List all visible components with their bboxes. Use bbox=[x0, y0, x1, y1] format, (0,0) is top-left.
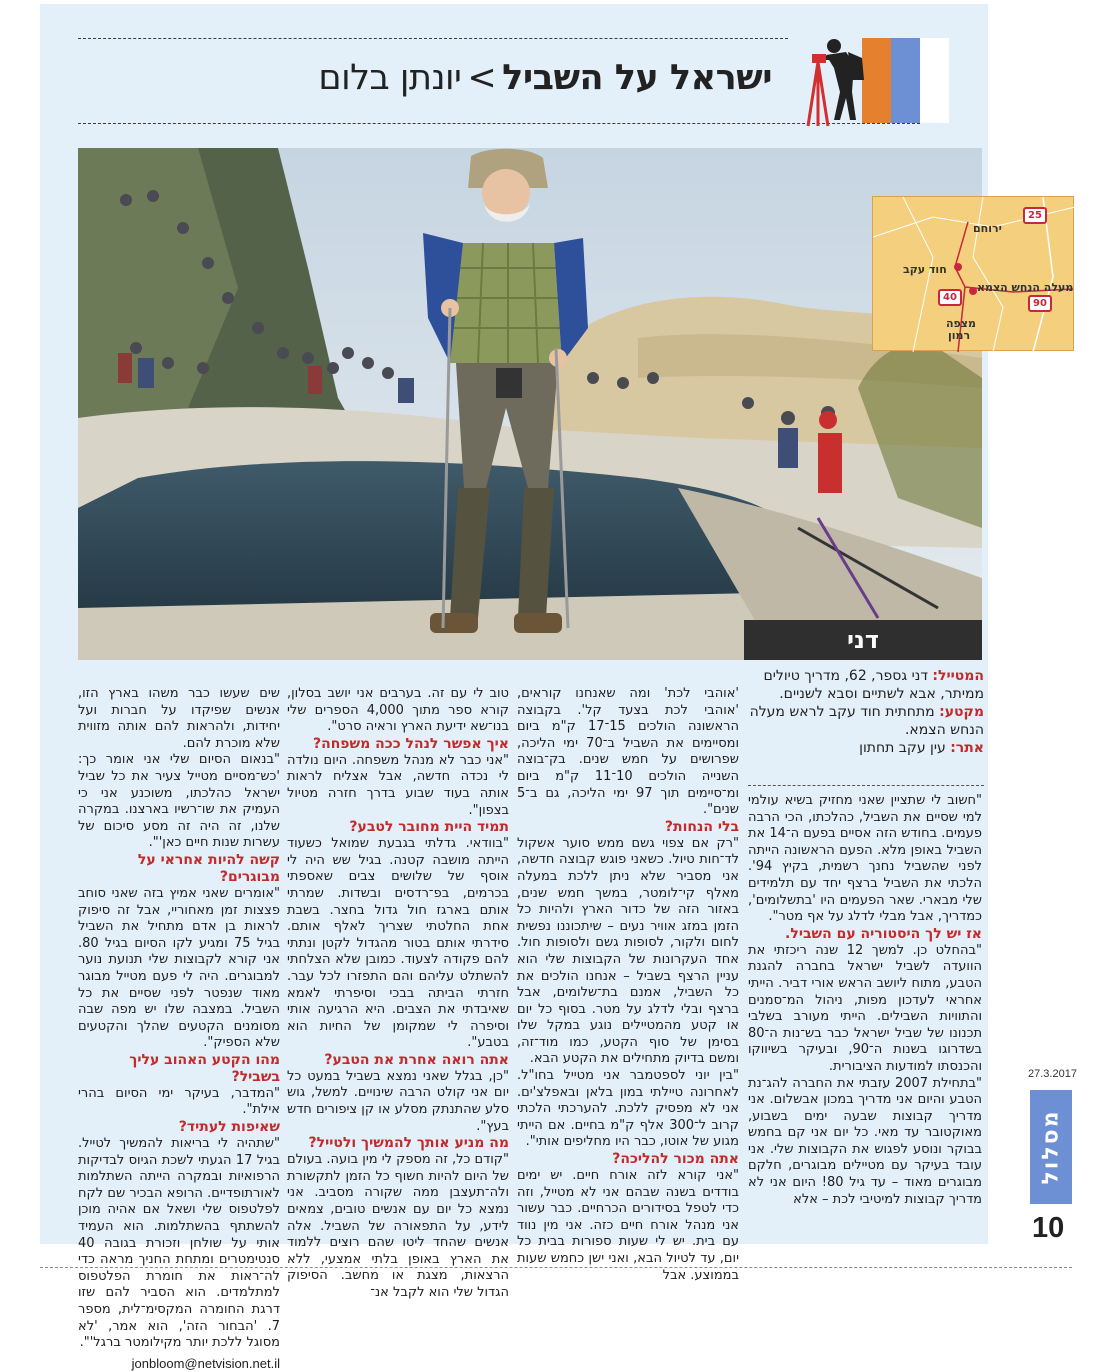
section-name: מסלול bbox=[1038, 1109, 1064, 1185]
paragraph: טוב לי עם זה. בערבים אני יושב בסלון, קורא ספר מתוך 4,000 הספרים שלי בנו־שא ידיעת הארץ וראיה סרט". bbox=[287, 686, 509, 735]
road-sign-90: 90 bbox=[1028, 295, 1052, 312]
info-site-text: עין עקב תחתון bbox=[859, 740, 946, 756]
issue-date: 27.3.2017 bbox=[1028, 1068, 1077, 1080]
section-tab bbox=[1030, 1090, 1072, 1204]
info-divider bbox=[748, 785, 984, 786]
question: אז יש לך היסטוריה עם השביל. bbox=[785, 925, 982, 942]
page-number: 10 bbox=[1032, 1212, 1065, 1244]
blue-stripe bbox=[891, 38, 920, 123]
paragraph: "בנאום הסיום שלי אני אומר כך: 'כש־מסיים מטייל צעיר את כל שביל ישראל כהלכתו, משוכנע אני כי העמיק את שו־רשיו בארצנו. במקרה שלנו, זה היה זה מסע סיכום של עשרות שנות חיים כאן'". bbox=[78, 752, 280, 851]
article-column-3 bbox=[287, 686, 509, 1302]
author-email[interactable]: jonbloom@netvision.net.il bbox=[131, 1355, 280, 1371]
paragraph: "אומרים שאני אמיץ בזה שאני סוחב פצצות זמן מאחוריי, אבל זה סיפוק לראות בן אדם מתחיל את השביל בגיל 75 ומגיע לקו הסיום בגיל 80. אני קורא לקבוצות שלי תנועת נוער למבוגרים. היה לי פעם מטייל מבוגר מאוד שנפטר לפני שסיים את כל השביל. במצבה שלו יש מפה שבה מסומנים הקטעים שהלך והקטעים שלא הספיק". bbox=[78, 885, 280, 1051]
paragraph: "בהחלט כן. למשך 12 שנה ריכזתי את הוועדה לשביל ישראל בחברה להגנת הטבע, מתוח ליושב הראש אורי דביר. הייתי אחראי לעדכון מפות, ניהול המ־סמנים והתוויות השבילים. הייתי מעורב בשלבי תכנונו של שביל ישראל כבר בש־נות ה־80 בשדרוגו בשנות ה־90, ובעיקר בשיווקו והכנסתו למודעות הציבורית. bbox=[748, 942, 982, 1074]
paragraph: "קודם כל, זה מספק לי מין בועה. בעולם של היום להיות חשוף כל הזמן לתקשורת ולה־תעצבן ממה שקורה מסביב. אני נמצא כל יום עם אנשים טובים, צמאים לידע, על התפאורה של השביל. אלה אנשים שהחד ליטו שהם רוצים ללמוד את הארץ באופן בלתי אמצעי, ללא הרצאות, מצגת או מחשב. הסיפוק הגדול שלי הוא לקבל אנ־ bbox=[287, 1152, 509, 1300]
paragraph: "בין יוני לספטמבר אני מטייל בחו"ל. לאחרונה טיילתי במון בלאן ובאפלצ'ים. אני לא מפסיק ללכת. להערכתי הלכתי קרוב ל־300 אלף ק"מ בחיים. אם הייתי מגוע של אוטו, כבר היו מחליפים אותי". bbox=[517, 1068, 739, 1150]
question: איך אפשר לנהל ככה משפחה? bbox=[312, 735, 509, 752]
road-sign-25: 25 bbox=[1023, 207, 1047, 224]
paragraph: "שתהיה לי בריאות להמשיך לטייל. בגיל 17 הגעתי לשכת הגיוס לבדיקות הרפואיות ובמקרה הייתה השתלמות לאורתופדיים. הרופא הבכיר שם לקח לפלטפוס שלי ושאל אם אהיה מוכן להשתתף בהשתלמות. הוא העמיד אותי על שולחן וזכורת בגובה 40 סנטימטרים ומתחת החניך מראה כדי לה־ראות את חומרת הפלטפוס למתלמדים. הוא הסביר להם שזו דרגת החומרה המקסימ־לית, מספר 7. 'הבחור הזה', הוא אמר, 'לא מסוגל ללכת יותר מקילומטר ברגל'". bbox=[78, 1136, 280, 1351]
paragraph: "המדבר, בעיקר ימי הסיום בהרי אילת". bbox=[78, 1085, 280, 1118]
paragraph: "בתחילת 2007 עזבתי את החברה להג־נת הטבע והיום אני מדריך במכון אבשלום. אני מדריך קבוצות שבעה ימים בשבוע, מאוקטובר עד מאי. כל יום אני קם בחמש בבוקר ונוסע לפגוש את הקבוצות שלי. אני עובד בעיקר עם מטיילים מבוגרים, חלקם מבוגרים מאוד – עד גיל 80! היום אני לא מדריך קבוצות למיטיבי לכת – אלא bbox=[748, 1075, 983, 1207]
question: אתה מכור להליכה? bbox=[612, 1151, 739, 1168]
info-segment-text: מתחתית חוד עקב לראש מעלה הנחש הצמא. bbox=[749, 704, 984, 738]
article-column-2 bbox=[517, 686, 739, 1284]
paragraph: 'אוהבי לכת' ומה שאנחנו קוראים, 'אוהבי לכת בצעד קל'. בקבוצה הראשונה הולכים 15־17 ק"מ ביום ומסיימים את השביל ב־70 ימי הליכה, שפרושים על חמש שנים. בק־בוצה השנייה הולכים 10־11 ק"מ ביום ומ־סיימים תוך 97 ימי הליכה, גם ב־5 שנים". bbox=[517, 686, 740, 818]
question: שאיפות לעתיד? bbox=[178, 1119, 280, 1136]
author-name: יונתן בלום bbox=[318, 58, 462, 98]
paragraph: "אני קורא לזה אורח חיים. יש ימים בודדים בשנה שבהם אני לא מטייל, וזה כדי לטפל בסידורים הכרחיים. כבר עשור אני מנהל אורח חיים כזה. אני מין נווד עם בית. יש לי שעות ספורות בבית כל יום, עד לטיול הבא, ואני ישן כחמש שעות בממוצע. אבל bbox=[517, 1168, 739, 1283]
name-tag: דני bbox=[744, 620, 982, 660]
paragraph: "בוודאי. גדלתי בגבעת שמואל כשעוד הייתה מושבה קטנה. בגיל שש היה לי אוסף של שלושים צבים שאספתי בכרמים, בפ־רדסים ובשדות. שמרתי אותם בארגז חול גדול בחצר. בשבת אחת החלטתי שצריך לאלף אותם. סידרתי אותם בטור מהגדול לקטן ונתתי להם פקודה לצעוד. כמובן שלא הצלחתי להשתלט עליהם והם התפזרו לכל עבר. חזרתי הביתה בבכי וסיפרתי לאמא שאיבדתי את הצבים. היא הרגיעה אותי וסיפרה לי שמקומן של החיות הוא בטבע". bbox=[287, 836, 509, 1051]
map-label-mitzpe: מצפה bbox=[946, 317, 976, 330]
white-stripe bbox=[920, 38, 949, 123]
map-label-ramon: רמון bbox=[948, 329, 971, 342]
info-site-label: אתר: bbox=[950, 740, 984, 756]
hiker-info bbox=[748, 667, 984, 757]
question: מה מניע אותך להמשיך ולטייל? bbox=[308, 1135, 509, 1152]
article-column-4 bbox=[78, 686, 280, 1372]
hero-photo bbox=[78, 148, 982, 660]
header-rule-bottom bbox=[78, 123, 920, 124]
question: קשה להיות אחראי על מבוגרים? bbox=[137, 851, 280, 885]
info-segment-label: מקטע: bbox=[939, 704, 984, 720]
question: אתה רואה אחרת את הטבע? bbox=[324, 1051, 509, 1068]
info-guide-label: המטייל: bbox=[932, 668, 984, 684]
map-label-ascent: מעלה הנחש הצמא bbox=[977, 281, 1074, 294]
paragraph: "אני כבר לא מנהל משפחה. היום נולדה לי נכדה חדשה, אבל אצליח לראות אותה בעוד שבוע בדרך חזרה מטיול בצפון". bbox=[287, 752, 509, 818]
article-column-1 bbox=[748, 793, 982, 1208]
question: תמיד היית מחובר לטבע? bbox=[349, 819, 509, 836]
paragraph: "כן, בגלל שאני נמצא בשביל במעט כל יום אני קולט הרבה שינויים. למשל, גוש סלע שהתנתק מסלע או קן ציפורים חדש בעץ". bbox=[287, 1068, 509, 1134]
route-map bbox=[872, 196, 1074, 351]
title-separator: > bbox=[467, 58, 497, 98]
road-sign-40: 40 bbox=[938, 289, 962, 306]
map-label-hod-akev: חוד עקב bbox=[903, 263, 947, 276]
info-guide-text: דני גספר, 62, מדריך טיולים ממיתר, אבא לשתיים וסבא לשניים. bbox=[763, 668, 984, 702]
bottom-rule bbox=[40, 1267, 1072, 1268]
header-rule-top bbox=[78, 38, 788, 39]
question: בלי הנחות? bbox=[664, 818, 739, 835]
photographer-icon bbox=[804, 28, 884, 128]
column-title: ישראל על השביל bbox=[502, 58, 772, 98]
paragraph: "חשוב לי שתציין שאני מחזיק בשיא עולמי למי שסיים את השביל, כהלכתו, הכי הרבה פעמים. בחודש הזה אסיים בפעם ה־14 את השביל באופן מלא. הפעם הראשונה הייתה לפני שהשביל נחנך רשמית, בקיץ 94'. הלכתי את השביל ברצף יחד עם תלמידים שלי מבארי. שאר הפעמים היו 'בתשלומים', כמדריך, אבל מבלי לדלג על אף מטר". bbox=[748, 793, 982, 925]
question: מהו הקטע האהוב עליך בשביל? bbox=[129, 1051, 280, 1085]
map-label-yeruham: ירוחם bbox=[973, 222, 1002, 235]
paragraph: "רק אם צפוי גשם ממש סוער אשקול לד־חות טיול. כשאני פוגש קבוצה חדשה, אני מסביר שלא ניתן ללכת במעלה מאלף קי־לומטר, במשך חמש שנים, באזור הזה של כדור הארץ ולהיות כל הזמן במזג אוויר נעים – שיתכוננו נפשית לחום ולקור, לסופות גשם ולסופות חול. אחד העקרונות של הקבוצות שלי הוא עניין הרצף בשביל – אנחנו הולכים את כל השביל, אמנם בת־שלומים, אבל ברצף ובלי לדלג על מטר. בסוף כל יום או קטע מהמטיילים נוגע במקל שלו בסימן של סוף הקטע, כמו מוד־זה, ומשם בדיוק מתחילים את הקטע הבא. bbox=[517, 835, 739, 1067]
page-title bbox=[318, 58, 772, 98]
paragraph: שים שעשו כבר משהו בארץ הזו, אנשים שפיקדו על חברות ועל יחידות, ולהראות להם אותה מזווית שלא מוכרת להם. bbox=[78, 686, 280, 751]
